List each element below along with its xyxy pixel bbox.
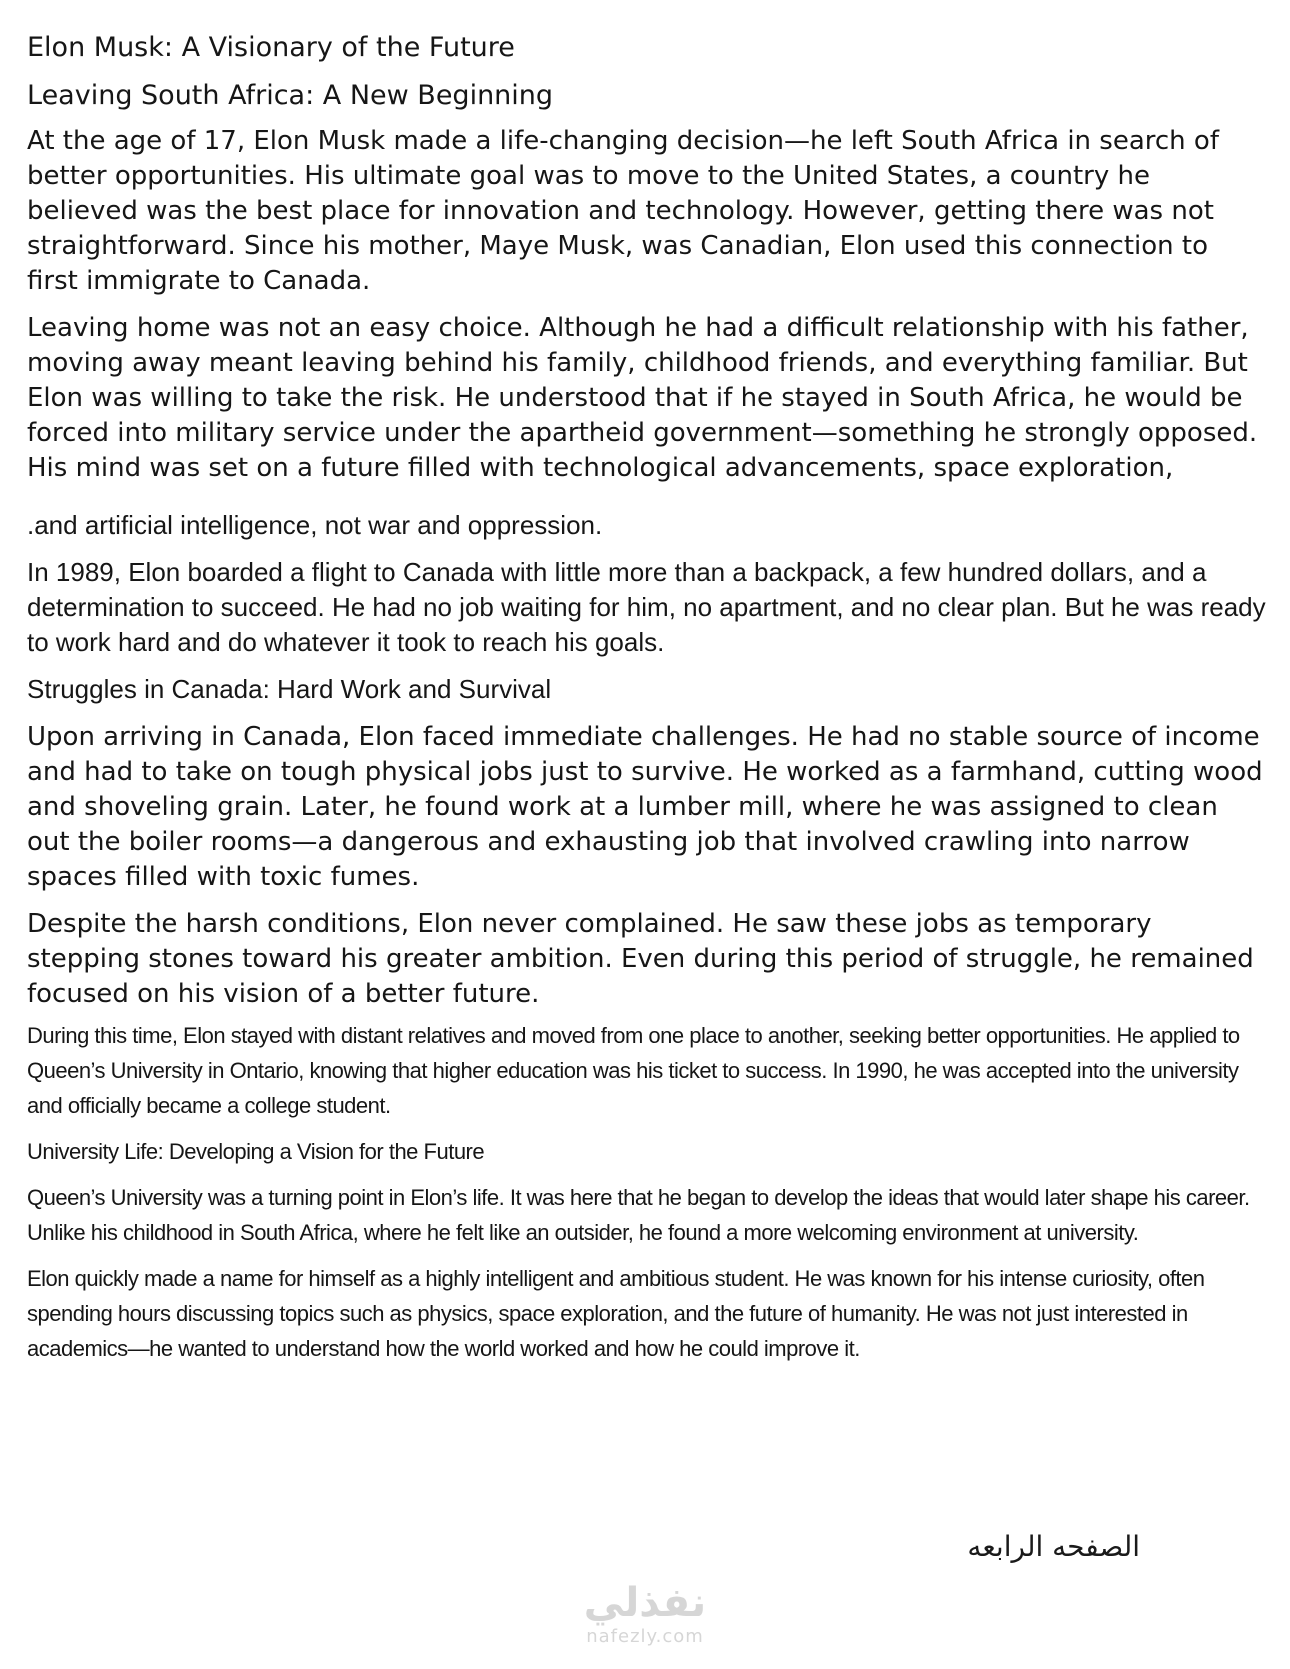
paragraph: Despite the harsh conditions, Elon never complained. He saw these jobs as temporary stepping stones toward his greater ambition. Even during this period of struggle, he remained focused on his vision of a better future.	[27, 909, 1254, 1009]
paragraph: In 1989, Elon boarded a flight to Canada with little more than a backpack, a few hundred dollars, and a determination to succeed. He had no job waiting for him, no apartment, and no clear plan. But he was ready to work hard and do whatever it took to reach his goals.	[27, 557, 1266, 657]
paragraph: At the age of 17, Elon Musk made a life-changing decision—he left South Africa in search of better opportunities. His ultimate goal was to move to the United States, a country he believed was the best place for innovation and technology. However, getting there was not straightforward. Since his mother, Maye Musk, was Canadian, Elon used this connection to first immigrate to Canada.	[27, 126, 1219, 296]
paragraph: Elon quickly made a name for himself as a highly intelligent and ambitious student. He was known for his intense curiosity, often spending hours discussing topics such as physics, space exploration, and the future of humanity. He was not just interested in academics—he wanted to understand how the world worked and how he could improve it.	[27, 1266, 1205, 1361]
paragraph: Upon arriving in Canada, Elon faced immediate challenges. He had no stable source of income and had to take on tough physical jobs just to survive. He worked as a farmhand, cutting wood and shoveling grain. Later, he found work at a lumber mill, where he was assigned to clean out the boiler rooms—a dangerous and exhausting job that involved crawling into narrow spaces filled with toxic fumes.	[27, 722, 1263, 892]
paragraph: .and artificial intelligence, not war and oppression.	[27, 510, 603, 540]
section-heading: Struggles in Canada: Hard Work and Survival	[27, 674, 552, 704]
watermark-domain-text: nafezly.com	[586, 1626, 704, 1647]
paragraph: Queen’s University was a turning point in Elon’s life. It was here that he began to develop the ideas that would later shape his career. Unlike his childhood in South Africa, where he felt like an outsider, he found a more welcoming environment at university.	[27, 1185, 1250, 1245]
paragraph: Leaving home was not an easy choice. Although he had a difficult relationship with his father, moving away meant leaving behind his family, childhood friends, and everything familiar. But Elon was willing to take the risk. He understood that if he stayed in South Africa, he would be forced into military service under the apartheid government—something he strongly opposed. His mind was set on a future filled with technological advancements, space exploration,	[27, 313, 1258, 483]
section-heading: Leaving South Africa: A New Beginning	[27, 80, 554, 111]
document-page	[27, 30, 1267, 1377]
section-heading: University Life: Developing a Vision for the Future	[27, 1139, 485, 1164]
page-number-label: الصفحه الرابعه	[967, 1530, 1140, 1563]
paragraph: During this time, Elon stayed with distant relatives and moved from one place to another, seeking better opportunities. He applied to Queen’s University in Ontario, knowing that higher education was his ticket to success. In 1990, he was accepted into the university and officially became a college student.	[27, 1023, 1240, 1118]
paragraph-gap	[27, 486, 1267, 508]
document-title: Elon Musk: A Visionary of the Future	[27, 32, 515, 63]
watermark-arabic-text: نفذلي	[583, 1580, 707, 1626]
watermark-logo	[560, 1580, 730, 1648]
